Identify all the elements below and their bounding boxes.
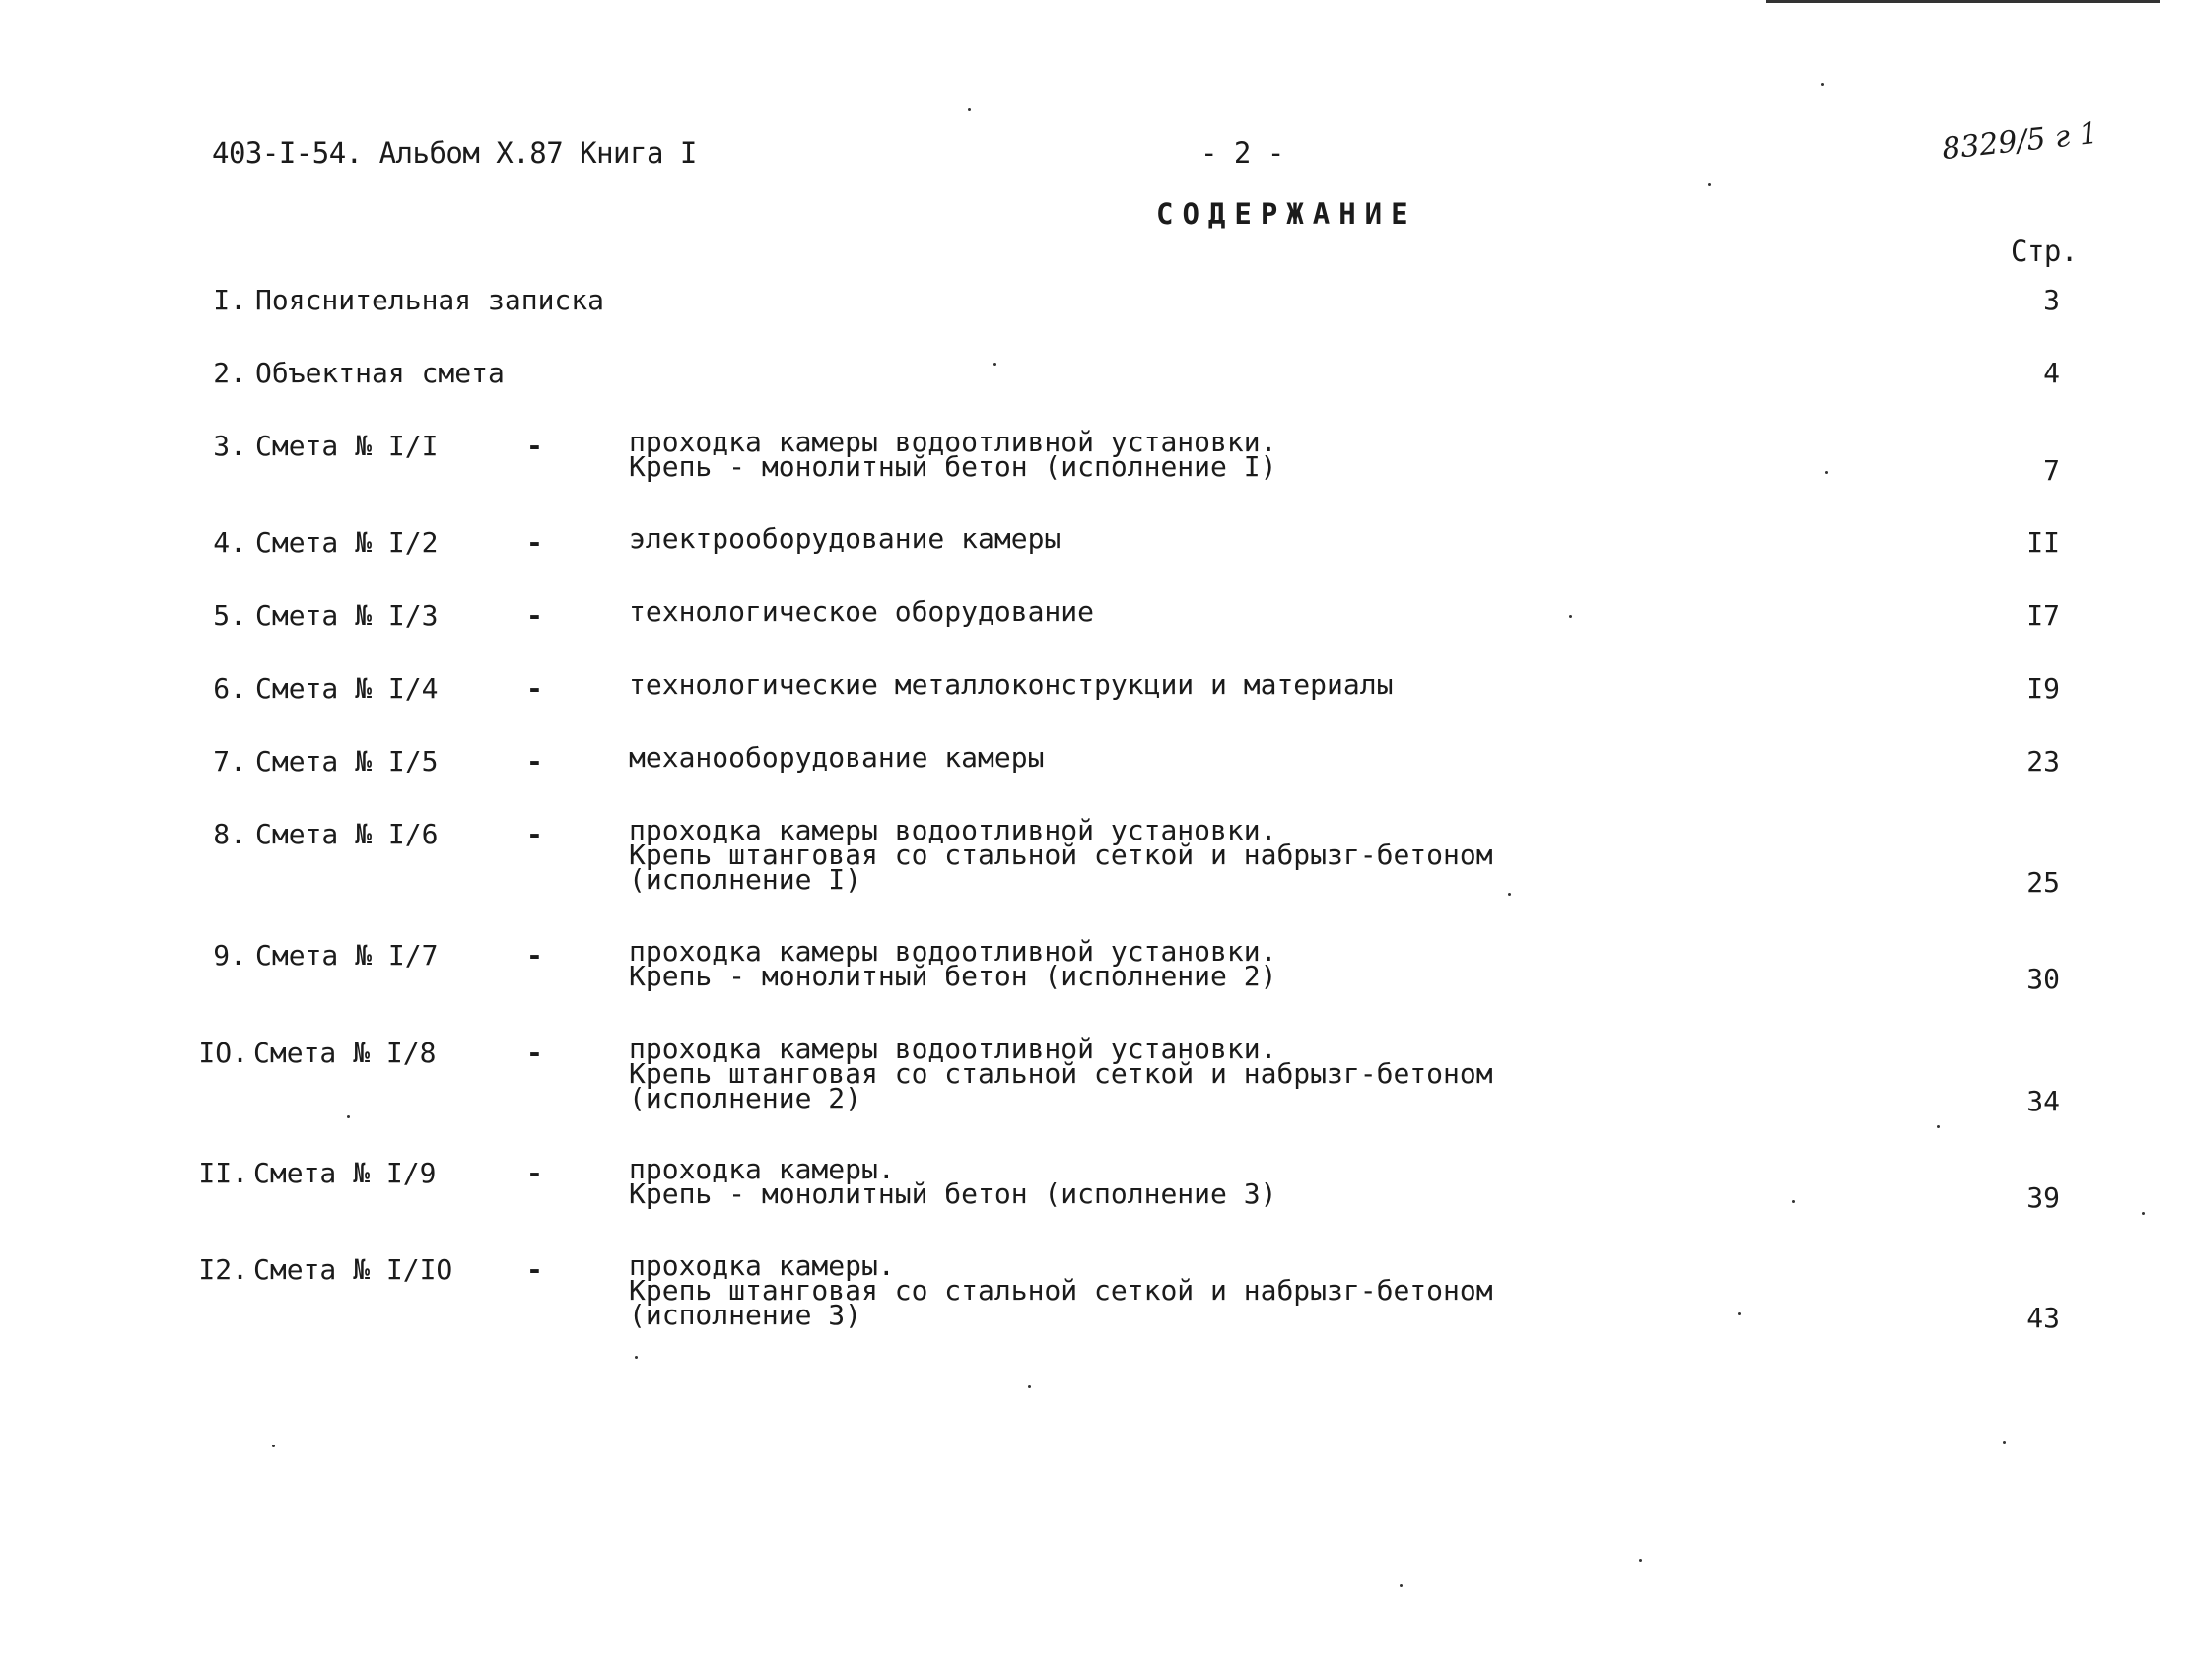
toc-item-label: Смета № I/3 (255, 599, 439, 632)
page-number: - 2 - (1200, 136, 1284, 169)
toc-item-dash: - (526, 939, 543, 972)
toc-item-description-line: Крепь - монолитный бетон (исполнение 2) (629, 960, 1277, 992)
document-reference: 403-I-54. Альбом X.87 Книга I (212, 136, 697, 169)
toc-item-label: Объектная смета (255, 357, 505, 389)
toc-item-label: Смета № I/I (255, 430, 439, 462)
toc-item-number: 6. (213, 672, 246, 705)
toc-item-description-line: проходка камеры водоотливной установки. (629, 814, 1277, 846)
toc-item-dash: - (526, 1253, 543, 1286)
scan-speck (635, 1356, 638, 1359)
scan-speck (347, 1115, 350, 1118)
toc-item-page: 23 (2026, 745, 2060, 777)
toc-item-description-line: механооборудование камеры (629, 741, 1045, 773)
scan-speck (1821, 83, 1824, 86)
toc-item-description-line: проходка камеры. (629, 1153, 895, 1185)
toc-item-description-line: Крепь - монолитный бетон (исполнение 3) (629, 1177, 1277, 1210)
toc-item-page: 25 (2026, 866, 2060, 899)
toc-item-dash: - (526, 430, 543, 462)
toc-item-description-line: технологическое оборудование (629, 595, 1095, 628)
toc-item-description-line: (исполнение I) (629, 863, 862, 896)
toc-item-description-line: Крепь штанговая со стальной сеткой и набрызг-бетоном (629, 1274, 1493, 1307)
toc-item-number: 9. (213, 939, 246, 972)
scan-speck (2142, 1212, 2145, 1215)
toc-item-dash: - (526, 1157, 543, 1189)
toc-item-description-line: проходка камеры водоотливной установки. (629, 426, 1277, 458)
scan-speck (1400, 1584, 1403, 1587)
toc-item-page: 4 (2043, 357, 2060, 389)
toc-item-description-line: проходка камеры водоотливной установки. (629, 1033, 1277, 1065)
toc-item-description-line: проходка камеры водоотливной установки. (629, 935, 1277, 968)
toc-item-page: I9 (2026, 672, 2060, 705)
toc-item-number: IO. (198, 1037, 248, 1069)
toc-item-number: 2. (213, 357, 246, 389)
scan-speck (272, 1445, 275, 1447)
toc-item-number: II. (198, 1157, 248, 1189)
scan-speck (1708, 183, 1711, 186)
toc-item-dash: - (526, 818, 543, 850)
scan-speck (2003, 1441, 2006, 1444)
toc-item-dash: - (526, 1037, 543, 1069)
toc-item-label: Смета № I/6 (255, 818, 439, 850)
scan-speck (1639, 1559, 1642, 1562)
toc-item-number: 8. (213, 818, 246, 850)
scan-speck (1937, 1125, 1940, 1128)
scan-speck (1792, 1200, 1795, 1203)
toc-item-page: 39 (2026, 1181, 2060, 1214)
scan-speck (1569, 615, 1572, 618)
toc-item-label: Смета № I/2 (255, 526, 439, 559)
toc-item-page: I7 (2026, 599, 2060, 632)
toc-item-label: Смета № I/7 (255, 939, 439, 972)
toc-item-description-line: электрооборудование камеры (629, 522, 1062, 555)
toc-item-number: I2. (198, 1253, 248, 1286)
toc-item-label: Смета № I/5 (255, 745, 439, 777)
toc-item-page: 3 (2043, 284, 2060, 316)
toc-item-label: Смета № I/4 (255, 672, 439, 705)
toc-item-number: 3. (213, 430, 246, 462)
scan-speck (1825, 471, 1828, 474)
toc-item-description-line: (исполнение 2) (629, 1082, 862, 1114)
toc-item-dash: - (526, 599, 543, 632)
toc-item-page: II (2026, 526, 2060, 559)
toc-item-page: 7 (2043, 454, 2060, 487)
toc-item-number: 7. (213, 745, 246, 777)
toc-item-label: Смета № I/IO (253, 1253, 453, 1286)
toc-item-number: 4. (213, 526, 246, 559)
toc-item-description-line: Крепь штанговая со стальной сеткой и набрызг-бетоном (629, 839, 1493, 871)
toc-item-description-line: технологические металлоконструкции и материалы (629, 668, 1394, 701)
toc-item-label: Смета № I/9 (253, 1157, 437, 1189)
toc-item-dash: - (526, 672, 543, 705)
toc-item-description-line: Крепь - монолитный бетон (исполнение I) (629, 450, 1277, 483)
top-edge-rule (1766, 0, 2160, 3)
scan-speck (1738, 1312, 1741, 1315)
toc-item-number: I. (213, 284, 246, 316)
toc-item-label: Смета № I/8 (253, 1037, 437, 1069)
scan-speck (968, 108, 971, 111)
toc-item-number: 5. (213, 599, 246, 632)
toc-item-description-line: Крепь штанговая со стальной сеткой и набрызг-бетоном (629, 1057, 1493, 1090)
toc-item-dash: - (526, 526, 543, 559)
toc-item-description-line: (исполнение 3) (629, 1299, 862, 1331)
toc-item-description-line: проходка камеры. (629, 1249, 895, 1282)
toc-item-page: 34 (2026, 1085, 2060, 1117)
page-column-label: Стр. (2011, 235, 2078, 268)
archive-number-handwritten: 8329/5 г 1 (1940, 115, 2100, 168)
contents-title: СОДЕРЖАНИЕ (1156, 197, 1417, 231)
toc-item-label: Пояснительная записка (255, 284, 605, 316)
toc-item-dash: - (526, 745, 543, 777)
toc-item-page: 30 (2026, 963, 2060, 995)
scan-speck (1508, 893, 1511, 896)
toc-item-page: 43 (2026, 1302, 2060, 1334)
scan-speck (993, 363, 996, 366)
scan-speck (1028, 1385, 1031, 1388)
